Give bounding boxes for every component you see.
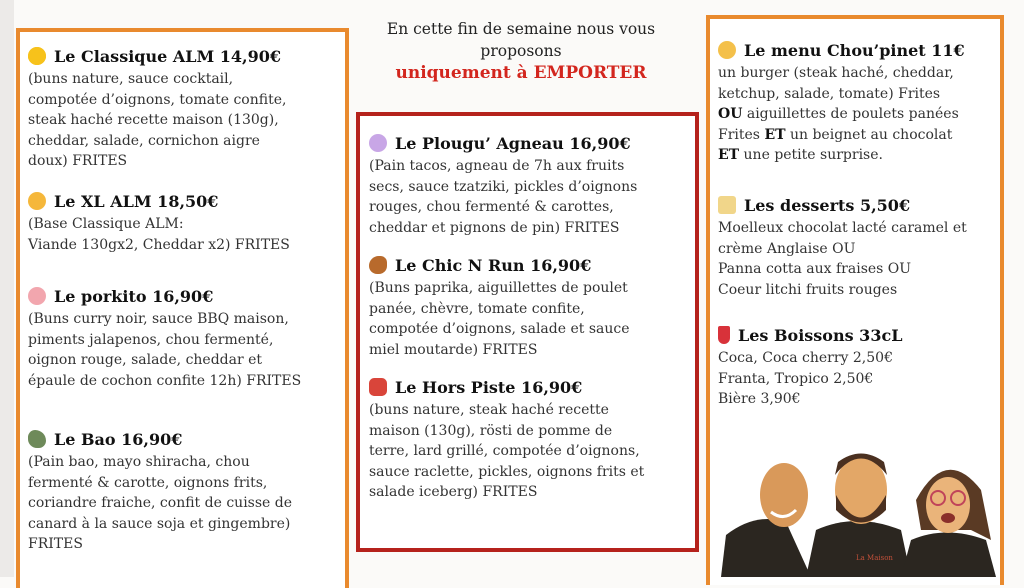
chef-glasses [901,470,996,577]
cup-with-straw-icon [718,326,730,344]
desc-line: FRITES [28,536,83,552]
and-emphasis: ET [718,147,740,163]
menu-item-plougu-agneau [369,132,637,238]
unicorn-icon [369,134,387,152]
desc-text: une petite surprise. [739,147,883,163]
desc-line: (Buns curry noir, sauce BBQ maison, [28,311,289,327]
intro-line-1: En cette fin de semaine nous vous [386,20,656,38]
duck-icon [28,430,46,448]
desc-line: Bière 3,90€ [718,391,801,407]
item-title: Le Plougu’ Agneau 16,90€ [395,133,631,153]
desc-line: panée, chèvre, tomate confite, [369,300,585,317]
skier-icon [369,378,387,396]
item-title: Les Boissons 33cL [738,325,903,345]
poultry-leg-icon [369,256,387,274]
chef-bald [721,463,811,577]
desc-line: (buns nature, sauce cocktail, [28,71,234,87]
menu-item-classique [28,45,286,172]
menu-item-bao [28,428,292,555]
intro-text [356,18,686,84]
desc-line: canard à la sauce soja et gingembre) [28,515,291,532]
desc-line: fermenté & carotte, oignons frits, [28,474,268,491]
desc-line: oignon rouge, salade, cheddar et [28,352,263,368]
desc-line: (Base Classique ALM: [28,216,184,232]
desc-line: Viande 130gx2, Cheddar x2) FRITES [28,236,290,253]
menu-item-chic-n-run [369,254,630,360]
chefs-illustration [716,430,1001,577]
desc-line: Moelleux chocolat lacté caramel et [718,220,967,236]
desc-text: aiguillettes de poulets panées [742,106,959,122]
desc-line: sauce raclette, pickles, oignons frits et [369,463,645,480]
desc-line: Coeur litchi fruits rouges [718,281,898,298]
child-face-icon [718,41,736,59]
menu-item-hors-piste [369,376,644,503]
desc-line: (Pain tacos, agneau de 7h aux fruits [369,158,625,174]
pig-face-icon [28,287,46,305]
desc-line: coriandre fraiche, confit de cuisse de [28,495,293,511]
desc-line: ketchup, salade, tomate) Frites [718,85,941,102]
desc-line: cheddar, salade, cornichon aigre [28,132,260,149]
menu-item-porkito [28,285,301,391]
intro-line-2: proposons [480,42,562,60]
desc-text: Frites [718,126,765,143]
item-title: Le Hors Piste 16,90€ [395,377,583,397]
and-emphasis: ET [764,126,786,143]
smiling-hearts-face-icon [28,192,46,210]
menu-item-drinks [718,324,902,410]
desc-text: un beignet au chocolat [785,126,953,143]
desc-line: rouges, chou fermenté & carottes, [369,199,614,215]
desc-line: compotée d’oignons, tomate confite, [28,91,287,108]
desc-line: steak haché recette maison (130g), [28,112,279,128]
desc-line: Franta, Tropico 2,50€ [718,370,874,387]
item-title: Le XL ALM 18,50€ [54,191,219,211]
desc-line: doux) FRITES [28,153,128,169]
desc-line: cheddar et pignons de pin) FRITES [369,219,620,236]
desc-line [718,125,965,146]
middle-menu-panel [356,112,699,552]
left-menu-panel [16,28,349,588]
or-emphasis: OU [718,106,743,122]
item-title: Le Chic N Run 16,90€ [395,255,592,275]
item-title: Le porkito 16,90€ [54,286,214,306]
item-title: Le Classique ALM 14,90€ [54,46,282,66]
desc-line: Panna cotta aux fraises OU [718,261,912,277]
takeaway-only-notice: uniquement à EMPORTER [395,63,647,83]
item-title: Le Bao 16,90€ [54,429,183,449]
menu-item-xl [28,190,290,255]
desc-line: secs, sauce tzatziki, pickles d’oignons [369,178,638,195]
menu-item-desserts [718,194,967,300]
sunglasses-face-icon [28,47,46,65]
desc-line: (Buns paprika, aiguillettes de poulet [369,280,628,296]
desc-line [718,104,965,125]
cake-icon [718,196,736,214]
page-edge [0,0,14,577]
desc-line: un burger (steak haché, cheddar, [718,65,954,81]
chef-bearded [806,454,911,578]
menu-item-choupinet [718,39,965,166]
desc-line [718,145,965,166]
desc-line: (Pain bao, mayo shiracha, chou [28,454,250,470]
desc-line: (buns nature, steak haché recette [369,402,609,418]
desc-line: miel moutarde) FRITES [369,341,538,358]
desc-line: piments jalapenos, chou fermenté, [28,331,274,348]
desc-line: crème Anglaise OU [718,240,856,257]
item-title: Le menu Chou’pinet 11€ [744,40,965,60]
shirt-logo: La Maison [856,554,893,562]
desc-line: maison (130g), rösti de pomme de [369,422,613,439]
desc-line: épaule de cochon confite 12h) FRITES [28,372,302,389]
desc-line: salade iceberg) FRITES [369,484,538,500]
item-title: Les desserts 5,50€ [744,195,911,215]
desc-line: terre, lard grillé, compotée d’oignons, [369,443,640,459]
desc-line: compotée d’oignons, salade et sauce [369,321,630,337]
desc-line: Coca, Coca cherry 2,50€ [718,350,893,366]
